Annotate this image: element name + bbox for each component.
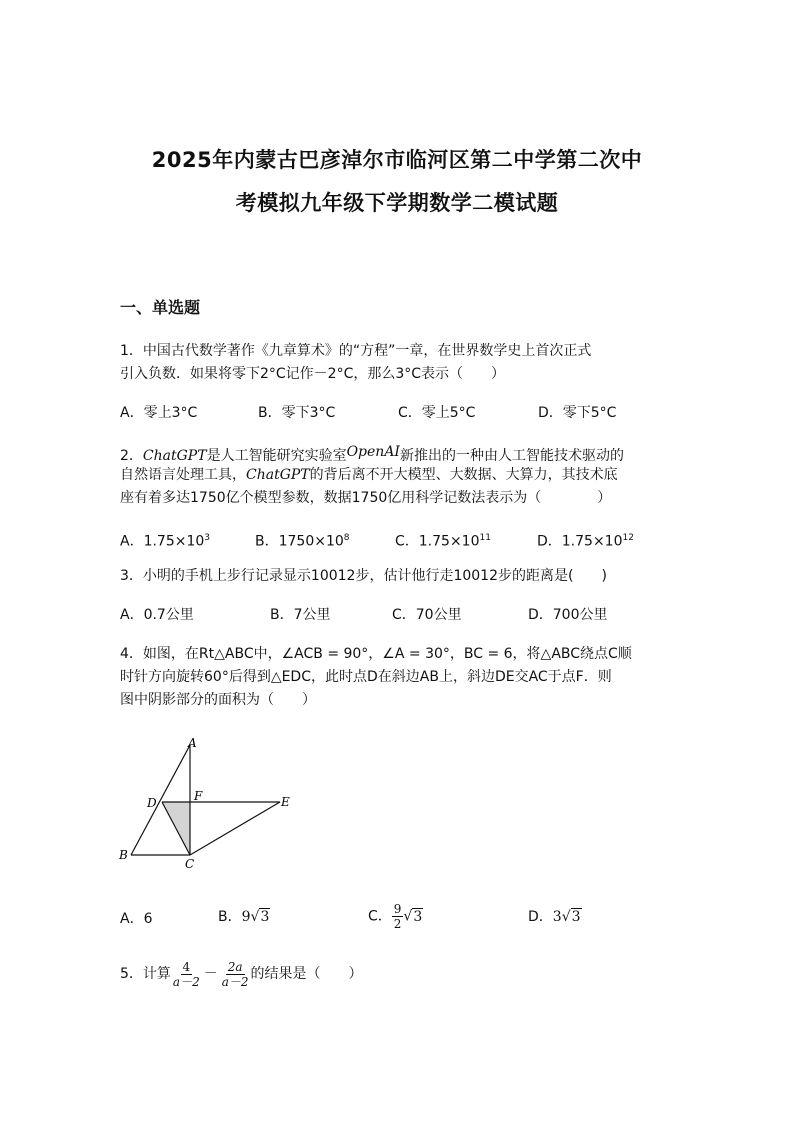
q2-option-c-base: C．1.75×10 — [395, 533, 480, 550]
q2-option-d-base: D．1.75×10 — [537, 533, 623, 550]
q3-option-b: B．7公里 — [270, 607, 331, 623]
q4-option-d: D．3√3 — [528, 909, 581, 925]
label-a: A — [188, 736, 197, 750]
q1-option-c: C．零上5°C — [398, 405, 476, 421]
q2-option-c-exp: 11 — [479, 533, 491, 543]
q2-chatgpt-2: ChatGPT — [246, 467, 310, 483]
q1-option-b: B．零下3°C — [258, 405, 336, 421]
q5-minus: － — [203, 966, 218, 982]
doc-title-line1: 2025年内蒙古巴彦淖尔市临河区第二中学第二次中 — [151, 148, 643, 172]
q2-stem-line3: 座有着多达1750亿个模型参数，数据1750亿用科学记数法表示为（ ） — [120, 490, 612, 506]
q2-option-a — [120, 527, 210, 554]
q2-option-b — [255, 527, 350, 554]
section-heading: 一、单选题 — [120, 298, 201, 317]
q4-option-c: C． $\frac{9}{2}$ √3 — [368, 902, 423, 931]
q5-frac2-num: 2a — [227, 960, 243, 974]
q2-option-d-exp: 12 — [622, 533, 634, 543]
q1-option-d: D．零下5°C — [538, 405, 617, 421]
q1-stem-line2: 引入负数．如果将零下2°C记作－2°C，那么3°C表示（ ） — [120, 366, 506, 382]
doc-title-line2: 考模拟九年级下学期数学二模试题 — [235, 191, 559, 215]
q4-option-c-den: 2 — [393, 917, 402, 931]
q2-text2: 新推出的一种由人工智能技术驱动的 — [399, 448, 624, 464]
label-f: F — [194, 789, 203, 803]
q2-option-b-base: B．1750×10 — [255, 533, 344, 550]
q4-stem-line3: 图中阴影部分的面积为（ ） — [120, 692, 316, 708]
q2-text1: 是人工智能研究实验室 — [206, 448, 347, 464]
label-b: B — [119, 848, 128, 862]
q1-option-a: A．零上3°C — [120, 405, 198, 421]
q3-option-c: C．70公里 — [392, 607, 462, 623]
q2-option-a-exp: 3 — [204, 533, 211, 543]
label-d: D — [147, 796, 157, 810]
q4-option-a: A．6 — [120, 911, 153, 927]
q4-option-d-coef: 3 — [552, 909, 562, 925]
q5-stem — [120, 960, 363, 989]
q3-option-a: A．0.7公里 — [120, 607, 194, 623]
q4-option-c-num: 9 — [393, 902, 402, 916]
q4-option-b-radicand: 3 — [260, 909, 270, 925]
q5-prefix: 5．计算 — [120, 966, 171, 982]
q2-option-b-exp: 8 — [343, 533, 350, 543]
q2-option-d — [537, 527, 634, 554]
q5-frac1-num: 4 — [182, 960, 191, 974]
q2-line2a: 自然语言处理工具， — [120, 467, 246, 483]
q4-option-b: B．9√3 — [218, 909, 270, 925]
q4-option-c-label: C． — [368, 908, 392, 925]
q4-geometry-figure — [110, 730, 310, 875]
q5-frac2-den: a－2 — [221, 975, 249, 989]
q2-stem-line2 — [120, 464, 618, 487]
q2-option-a-base: A．1.75×10 — [120, 533, 205, 550]
q5-frac1-den: a－2 — [172, 975, 200, 989]
q4-stem-line1: 4．如图，在Rt△ABC中，∠ACB = 90°，∠A = 30°，BC = 6，将△ABC绕点C顺 — [120, 646, 632, 662]
segment-ec — [190, 802, 280, 855]
q3-option-d: D．700公里 — [528, 607, 608, 623]
q2-openai: OpenAI — [346, 444, 400, 460]
q3-stem: 3．小明的手机上步行记录显示10012步，估计他行走10012步的距离是( ) — [120, 568, 607, 584]
q2-line2b: 的背后离不开大模型、大数据、大算力，其技术底 — [309, 467, 618, 483]
q4-stem-line2: 时针方向旋转60°后得到△EDC，此时点D在斜边AB上，斜边DE交AC于点F．则 — [120, 669, 612, 685]
q5-suffix: 的结果是（ ） — [250, 966, 363, 982]
q2-number: 2． — [120, 448, 143, 464]
q2-chatgpt: ChatGPT — [142, 448, 207, 464]
q4-option-d-radicand: 3 — [571, 909, 581, 925]
q4-option-d-label: D． — [528, 909, 553, 925]
q2-option-c — [395, 527, 491, 554]
q4-option-b-label: B． — [218, 909, 242, 925]
label-e: E — [281, 795, 290, 809]
q4-option-c-radicand: 3 — [413, 908, 423, 925]
label-c: C — [185, 857, 195, 871]
q4-option-b-coef: 9 — [241, 909, 251, 925]
q1-stem-line1: 1．中国古代数学著作《九章算术》的“方程”一章，在世界数学史上首次正式 — [120, 343, 592, 359]
